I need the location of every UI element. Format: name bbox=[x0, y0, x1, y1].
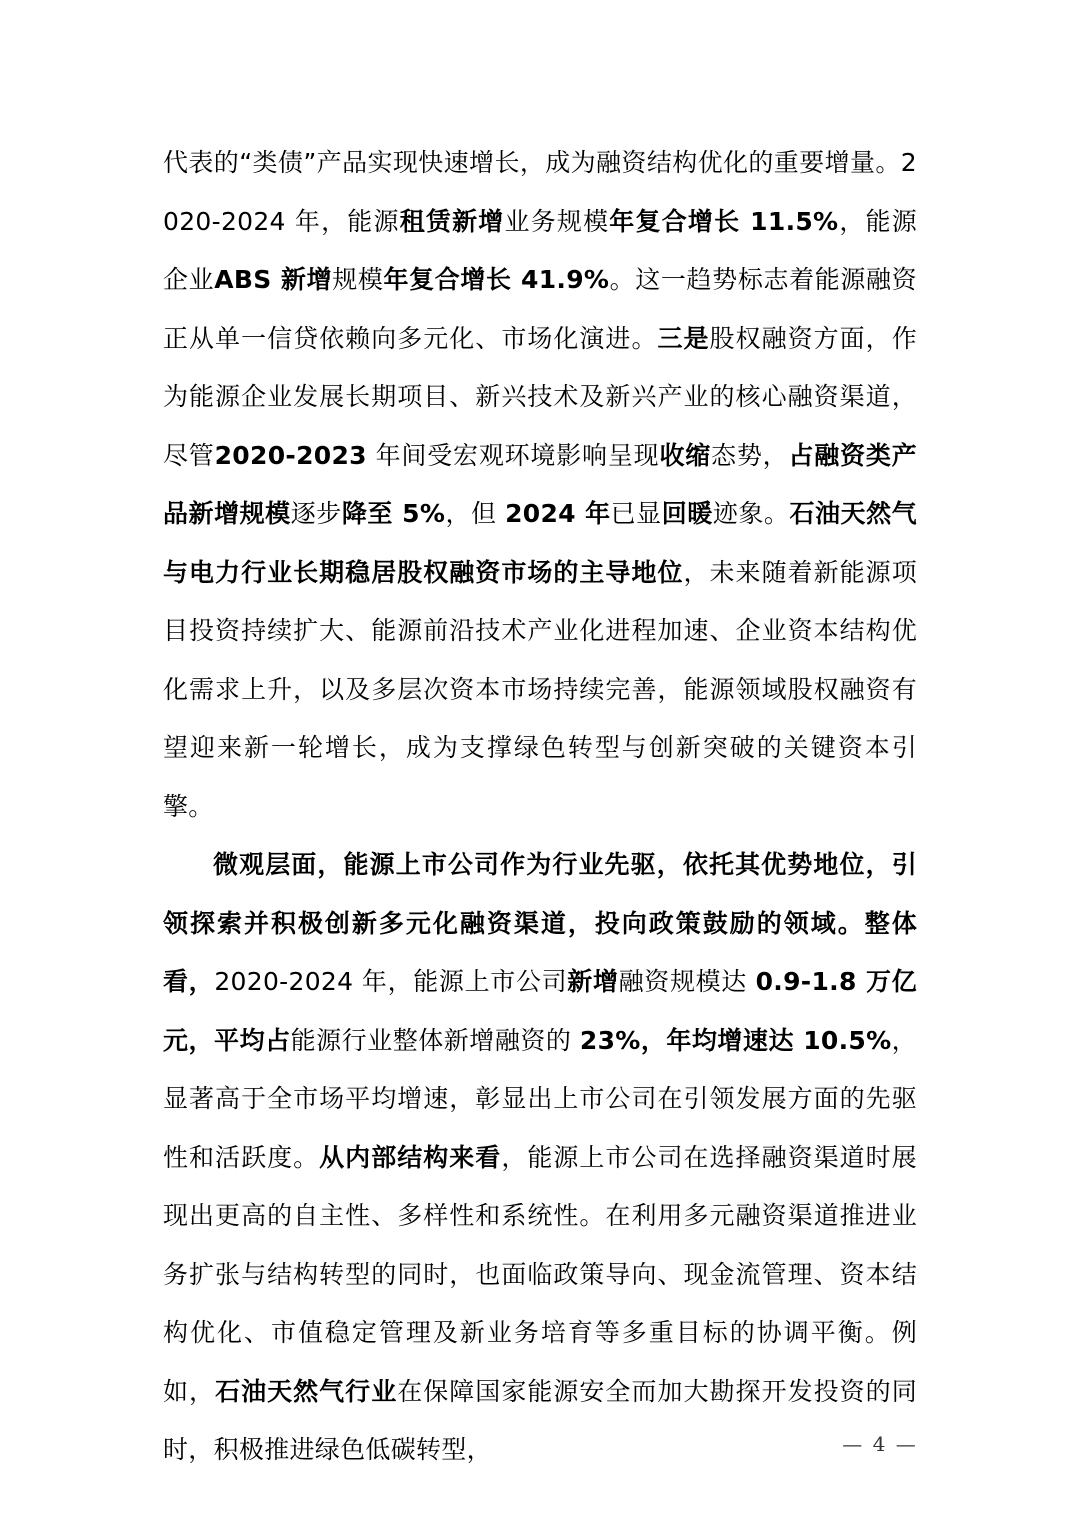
bold-text-segment: 从内部结构来看 bbox=[319, 1142, 502, 1172]
text-segment: 业务规模 bbox=[504, 206, 610, 236]
text-segment: 能源行业整体新增融资的 bbox=[290, 1025, 580, 1055]
bold-text-segment: 年复合增长 41.9% bbox=[383, 265, 610, 294]
page-number bbox=[0, 1432, 1080, 1456]
text-segment: 已显 bbox=[610, 499, 662, 528]
bold-text-segment: 年复合增长 11.5% bbox=[609, 206, 839, 236]
bold-text-segment: 降至 5% bbox=[341, 499, 446, 528]
text-segment: ，能源企业 bbox=[163, 206, 918, 294]
bold-text-segment: 23%，年均增速达 10.5% bbox=[579, 1025, 892, 1055]
bold-text-segment: 2020-2023 bbox=[214, 440, 367, 470]
text-segment: ，但 bbox=[445, 499, 506, 528]
text-segment: 。这一趋势标志着能源融资正从单一信贷依赖向多元化、市场化演进。 bbox=[163, 265, 917, 353]
bold-text-segment: 石油天然气与电力行业长期稳居股权融资市场的主导地位 bbox=[163, 499, 917, 587]
text-segment: ，未来随着新能源项目投资持续扩大、能源前沿技术产业化进程加速、企业资本结构优化需求上升，以及多层次资本市场持续完善，能源领域股权融资有望迎来新一轮增长，成为支撑绿色转型与创新突破的关键资本引擎。 bbox=[163, 557, 917, 821]
paragraph-2 bbox=[163, 836, 917, 1480]
document-body bbox=[163, 134, 917, 1480]
bold-text-segment: 新增 bbox=[567, 967, 619, 996]
paragraph-1 bbox=[163, 134, 917, 836]
bold-text-segment: 石油天然气行业 bbox=[215, 1376, 398, 1406]
text-segment: 2020-2024 年，能源上市公司 bbox=[214, 967, 568, 996]
text-segment: 股权融资方面，作为能源企业发展长期项目、新兴技术及新兴产业的核心融资渠道，尽管 bbox=[163, 323, 918, 470]
bold-text-segment: 租赁新增 bbox=[399, 206, 505, 236]
bold-text-segment: 收缩 bbox=[659, 440, 712, 470]
text-segment: 规模 bbox=[332, 265, 384, 294]
bold-text-segment: 微观层面，能源上市公司作为行业先驱，依托其优势地位，引领探索并积极创新多元化融资渠道，投向政策鼓励的领域。整体看， bbox=[163, 850, 917, 996]
text-segment: 代表的“类债”产品实现快速增长，成为融资结构优化的重要增量。2020-2024 年，能源 bbox=[163, 148, 917, 236]
text-segment: 态势， bbox=[711, 440, 789, 470]
text-segment: 年间受宏观环境影响呈现 bbox=[366, 440, 660, 470]
bold-text-segment: 回暖 bbox=[661, 499, 713, 528]
text-segment: 迹象。 bbox=[712, 499, 790, 528]
text-segment: 逐步 bbox=[290, 499, 342, 528]
text-segment: ，显著高于全市场平均增速，彰显出上市公司在引领发展方面的先驱性和活跃度。 bbox=[163, 1025, 917, 1172]
bold-text-segment: 2024 年 bbox=[505, 499, 611, 528]
bold-text-segment: ABS 新增 bbox=[214, 265, 333, 294]
text-segment: 融资规模达 bbox=[618, 967, 756, 996]
bold-text-segment: 占融资类产品新增规模 bbox=[163, 440, 917, 528]
text-segment: ，能源上市公司在选择融资渠道时展现出更高的自主性、多样性和系统性。在利用多元融资渠道推进业务扩张与结构转型的同时，也面临政策导向、现金流管理、资本结构优化、市值稳定管理及新业务培育等多重目标的协调平衡。例如， bbox=[163, 1142, 917, 1406]
text-segment: 在保障国家能源安全而加大勘探开发投资的同时，积极推进绿色低碳转型， bbox=[163, 1376, 917, 1464]
page-number-text: — 4 — bbox=[842, 1432, 918, 1456]
bold-text-segment: 三是 bbox=[657, 323, 710, 353]
bold-text-segment: 0.9-1.8 万亿元，平均占 bbox=[163, 967, 917, 1055]
